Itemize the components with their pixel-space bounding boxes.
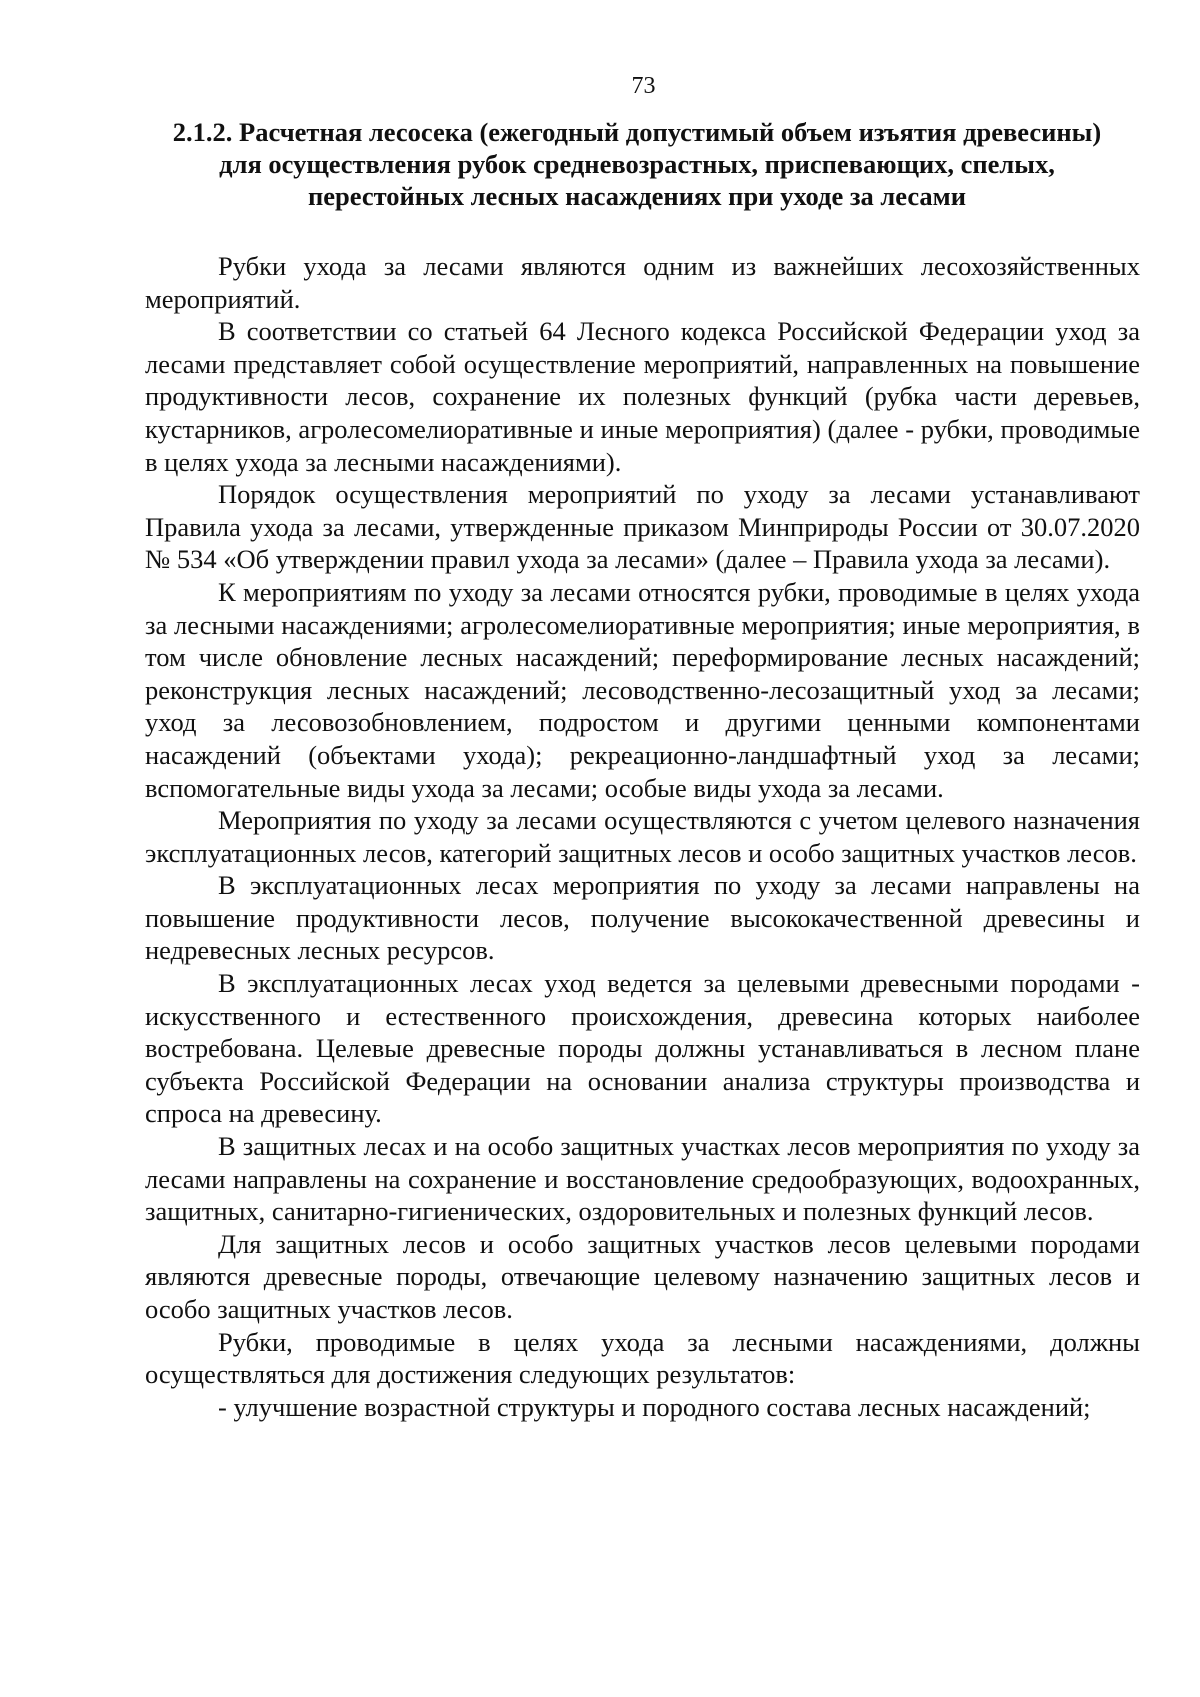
- paragraph: Порядок осуществления мероприятий по уходу за лесами устанавливают Правила ухода за лесами, утвержденные приказом Минприроды России от 30.07.2020 № 534 «Об утверждении правил ухода за лесами» (далее – Правила ухода за лесами).: [145, 479, 1140, 575]
- section-heading: 2.1.2. Расчетная лесосека (ежегодный допустимый объем изъятия древесины) для осуществления рубок средневозрастных, приспевающих, спелых, перестойных лесных насаждениях при уходе за лесами: [172, 117, 1102, 211]
- paragraph: В соответствии со статьей 64 Лесного кодекса Российской Федерации уход за лесами представляет собой осуществление мероприятий, направленных на повышение продуктивности лесов, сохранение их полезных функций (рубка части деревьев, кустарников, агролесомелиоративные и иные мероприятия) (далее - рубки, проводимые в целях ухода за лесными насаждениями).: [145, 316, 1140, 477]
- paragraph: Мероприятия по уходу за лесами осуществляются с учетом целевого назначения эксплуатационных лесов, категорий защитных лесов и особо защитных участков лесов.: [145, 805, 1140, 868]
- list-item: - улучшение возрастной структуры и породного состава лесных насаждений;: [218, 1391, 1091, 1422]
- paragraph: В защитных лесах и на особо защитных участках лесов мероприятия по уходу за лесами направлены на сохранение и восстановление средообразующих, водоохранных, защитных, санитарно-гигиенических, оздоровительных и полезных функций лесов.: [145, 1131, 1140, 1227]
- page-number: 73: [631, 73, 656, 99]
- paragraph: К мероприятиям по уходу за лесами относятся рубки, проводимые в целях ухода за лесными насаждениями; агролесомелиоративные мероприятия; иные мероприятия, в том числе обновление лесных насаждений; переформирование лесных насаждений; реконструкция лесных насаждений; лесоводственно-лесозащитный уход за лесами; уход за лесовозобновлением, подростом и другими ценными компонентами насаждений (объектами ухода); рекреационно-ландшафтный уход за лесами; вспомогательные виды ухода за лесами; особые виды ухода за лесами.: [145, 576, 1140, 803]
- paragraph: В эксплуатационных лесах мероприятия по уходу за лесами направлены на повышение продуктивности лесов, получение высококачественной древесины и недревесных лесных ресурсов.: [145, 870, 1140, 966]
- paragraph: Для защитных лесов и особо защитных участков лесов целевыми породами являются древесные породы, отвечающие целевому назначению защитных лесов и особо защитных участков лесов.: [145, 1228, 1140, 1324]
- paragraph: В эксплуатационных лесах уход ведется за целевыми древесными породами - искусственного и естественного происхождения, древесина которых наиболее востребована. Целевые древесные породы должны устанавливаться в лесном плане субъекта Российской Федерации на основании анализа структуры производства и спроса на древесину.: [145, 968, 1140, 1129]
- body-text: [145, 250, 1140, 1423]
- paragraph: Рубки, проводимые в целях ухода за лесными насаждениями, должны осуществляться для достижения следующих результатов:: [145, 1326, 1140, 1390]
- paragraph: Рубки ухода за лесами являются одним из важнейших лесохозяйственных мероприятий.: [145, 251, 1140, 314]
